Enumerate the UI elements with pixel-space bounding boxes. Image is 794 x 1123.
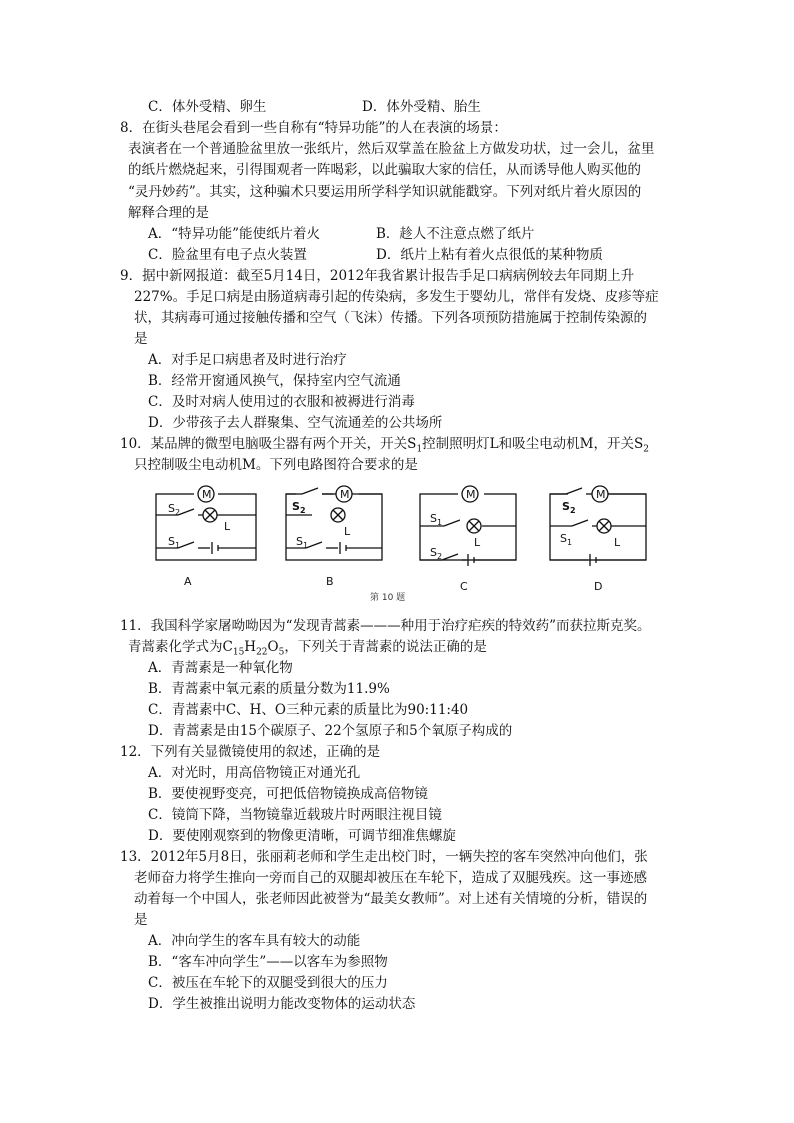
q13-stem-line-1: 13．2012年5月8日，张丽莉老师和学生走出校门时，一辆失控的客车突然冲向他们，张 (120, 849, 648, 865)
q12-option-d: D．要使刚观察到的物像更清晰，可调节细准焦螺旋 (148, 828, 456, 844)
q10-circuit-figure (148, 482, 668, 608)
b-s2-sub: 2 (299, 506, 306, 515)
q11-formula-h-count: 22 (256, 647, 268, 658)
q11-option-b: B．青蒿素中氧元素的质量分数为11.9% (148, 681, 390, 697)
q8-stem-line-1: 8．在街头巷尾会看到一些自称有“特异功能”的人在表演的场景： (120, 120, 507, 136)
q11-stem-line-2 (128, 636, 487, 658)
q11-option-c: C．青蒿素中C、H、O三种元素的质量比为90:11:40 (148, 702, 469, 718)
q10-stem-part-1: 10．某品牌的微型电脑吸尘器有两个开关，开关S (120, 436, 417, 452)
q11-formula-prefix: 青蒿素化学式为C (128, 639, 233, 655)
circuit-label-d: D (594, 580, 603, 593)
q7-option-d: D．体外受精、胎生 (362, 99, 481, 115)
circuit-label-c: C (460, 580, 468, 593)
b-lamp-label: L (344, 525, 351, 538)
q11-formula-c-count: 15 (232, 647, 245, 658)
d-s2-sub: 2 (569, 506, 576, 515)
d-s2-letter: S (562, 500, 570, 513)
a-s2-label (168, 502, 180, 517)
q9-stem-line-3: 状，其病毒可通过接触传播和空气（飞沫）传播。下列各项预防措施属于控制传染源的 (134, 310, 647, 326)
c-s2-letter: S (430, 546, 437, 559)
b-s1-label (296, 535, 308, 550)
q13-option-c: C．被压在车轮下的双腿受到很大的压力 (148, 975, 388, 991)
a-s1-label (168, 535, 180, 550)
b-motor-label: M (340, 488, 350, 501)
q12-option-a: A．对光时，用高倍物镜正对通光孔 (148, 765, 361, 781)
c-lamp-label: L (474, 536, 481, 549)
q9-option-a: A．对手足口病患者及时进行治疗 (148, 352, 347, 368)
q8-option-c: C．脸盆里有电子点火装置 (148, 247, 307, 263)
q10-stem-line-1 (120, 433, 649, 455)
a-s2-letter: S (168, 502, 175, 515)
q12-stem: 12．下列有关显微镜使用的叙述，正确的是 (120, 744, 381, 760)
q12-option-b: B．要使视野变亮，可把低倍物镜换成高倍物镜 (148, 786, 428, 802)
q11-stem-suffix: ，下列关于青蒿素的说法正确的是 (284, 639, 487, 655)
b-s1-sub: 1 (302, 541, 309, 550)
d-s1-label (560, 532, 572, 547)
d-lamp-label: L (614, 536, 621, 549)
q12-option-c: C．镜筒下降，当物镜靠近载玻片时两眼注视目镜 (148, 807, 442, 823)
b-s2-label (292, 500, 306, 515)
c-s1-letter: S (430, 512, 437, 525)
c-s1-label (430, 512, 442, 527)
b-s2-letter: S (292, 500, 300, 513)
q9-stem-line-2: 227%。手足口病是由肠道病毒引起的传染病，多发生于婴幼儿，常伴有发烧、皮疹等症 (134, 289, 659, 305)
q8-option-a: A．“特异功能”能使纸片着火 (148, 226, 321, 242)
q7-option-c: C．体外受精、卵生 (148, 99, 267, 115)
c-s1-sub: 1 (436, 518, 443, 527)
circuit-label-a: A (184, 575, 192, 588)
q9-option-d: D．少带孩子去人群聚集、空气流通差的公共场所 (148, 415, 443, 431)
c-s2-label (430, 546, 442, 561)
q8-option-b: B．趁人不注意点燃了纸片 (376, 226, 535, 242)
circuit-b (286, 494, 382, 560)
q8-stem-line-5: 解释合理的是 (128, 205, 209, 221)
q11-stem-line-1: 11．我国科学家屠呦呦因为“发现青蒿素———种用于治疗疟疾的特效药”而获拉斯克奖。 (120, 618, 651, 634)
q8-option-d: D．纸片上粘有着火点很低的某种物质 (376, 247, 603, 263)
c-motor-label: M (466, 488, 476, 501)
d-s2-label (562, 500, 576, 515)
q10-s2-subscript: 2 (643, 444, 649, 455)
q9-stem-line-4: 是 (134, 331, 148, 347)
q11-formula-h: H (244, 639, 257, 655)
q9-stem-line-1: 9．据中新网报道：截至5月14日，2012年我省累计报告手足口病病例较去年同期上升 (120, 268, 635, 284)
a-s1-sub: 1 (174, 541, 181, 550)
q10-stem-line-2: 只控制吸尘电动机M。下列电路图符合要求的是 (134, 457, 418, 473)
q13-option-a: A．冲向学生的客车具有较大的动能 (148, 933, 361, 949)
q11-option-d: D．青蒿素是由15个碳原子、22个氢原子和5个氧原子构成的 (148, 723, 513, 739)
q11-option-a: A．青蒿素是一种氧化物 (148, 660, 293, 676)
d-motor-label: M (596, 488, 606, 501)
q13-stem-line-2: 老师奋力将学生推向一旁而自己的双腿却被压在车轮下，造成了双腿残疾。这一事迹感 (134, 870, 647, 886)
q9-option-b: B．经常开窗通风换气，保持室内空气流通 (148, 373, 401, 389)
q11-formula-o-count: 5 (278, 647, 285, 658)
circuit-label-b: B (326, 575, 334, 588)
q13-option-d: D．学生被推出说明力能改变物体的运动状态 (148, 996, 416, 1012)
a-lamp-label: L (224, 520, 231, 533)
q8-stem-line-3: 的纸片燃烧起来，引得围观者一阵喝彩，以此骗取大家的信任，从而诱导他人购买他的 (128, 162, 641, 178)
q10-figure-caption: 第 10 题 (370, 593, 406, 603)
q13-stem-line-4: 是 (134, 912, 148, 928)
d-s1-letter: S (560, 532, 567, 545)
b-s1-letter: S (296, 535, 303, 548)
c-s2-sub: 2 (436, 552, 443, 561)
q8-stem-line-4: “灵丹妙药”。其实，这种骗术只要运用所学科学知识就能戳穿。下列对纸片着火原因的 (128, 184, 642, 200)
a-s2-sub: 2 (174, 508, 181, 517)
q11-formula-o: O (267, 639, 279, 655)
q8-stem-line-2: 表演者在一个普通脸盆里放一张纸片，然后双掌盖在脸盆上方做发功状，过一会儿，盆里 (128, 141, 655, 157)
d-s1-sub: 1 (566, 538, 573, 547)
a-s1-letter: S (168, 535, 175, 548)
q9-option-c: C．及时对病人使用过的衣服和被褥进行消毒 (148, 394, 415, 410)
q13-stem-line-3: 动着每一个中国人，张老师因此被誉为“最美女教师”。对上述有关情境的分析，错误的 (134, 891, 648, 907)
q10-s1-subscript: 1 (416, 444, 423, 455)
q13-option-b: B．“客车冲向学生”——以客车为参照物 (148, 954, 388, 970)
a-motor-label: M (202, 488, 212, 501)
q10-stem-part-2: 控制照明灯L和吸尘电动机M，开关S (422, 436, 644, 452)
